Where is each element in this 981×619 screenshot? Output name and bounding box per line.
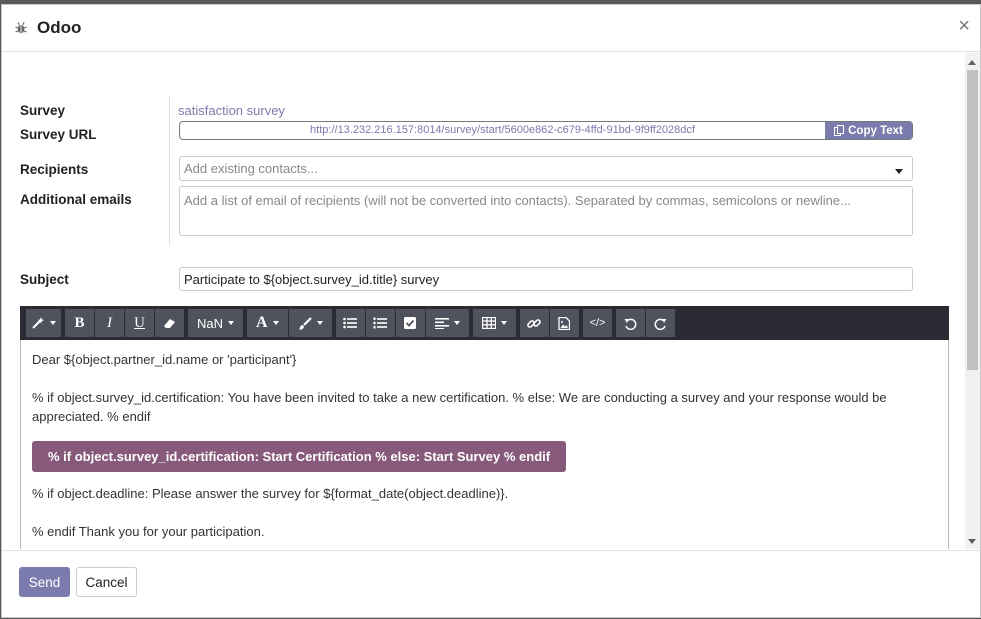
dialog-footer xyxy=(2,550,980,618)
copy-text-label: Copy Text xyxy=(848,124,903,137)
caret-icon xyxy=(228,321,234,325)
clear-format-button[interactable] xyxy=(155,309,184,337)
start-survey-button[interactable]: % if object.survey_id.certification: Start Certification % else: Start Survey % endif xyxy=(32,441,566,472)
survey-url-field[interactable] xyxy=(179,121,913,140)
image-button[interactable] xyxy=(550,309,579,337)
style-dropdown-button[interactable] xyxy=(26,309,61,337)
survey-url-value: http://13.232.216.157:8014/survey/start/5600e862-c679-4ffd-91bd-9f9ff2028dcf xyxy=(310,124,695,136)
numbered-list-icon xyxy=(373,317,387,329)
underline-icon: U xyxy=(134,314,145,331)
copy-icon xyxy=(834,125,844,136)
highlight-color-dropdown[interactable] xyxy=(289,309,332,337)
caret-icon xyxy=(454,321,460,325)
redo-button[interactable] xyxy=(646,309,675,337)
body-paragraph: % if object.survey_id.certification: You have been invited to take a new certification. % else: We are conducting a survey and your response would be appreciated. % endif xyxy=(32,390,887,424)
chevron-down-icon[interactable] xyxy=(895,169,903,174)
editor-toolbar xyxy=(20,306,949,340)
font-size-dropdown[interactable] xyxy=(188,309,243,337)
recipients-placeholder: Add existing contacts... xyxy=(184,161,318,176)
dialog-title: Odoo xyxy=(37,18,82,37)
additional-emails-label: Additional emails xyxy=(20,192,132,207)
table-dropdown[interactable] xyxy=(473,309,516,337)
checkbox-icon xyxy=(404,317,416,329)
bullet-list-button[interactable] xyxy=(336,309,365,337)
scrollbar-thumb[interactable] xyxy=(967,70,978,370)
caret-icon xyxy=(501,321,507,325)
send-button[interactable]: Send xyxy=(19,567,70,597)
undo-icon xyxy=(624,317,637,330)
link-icon xyxy=(527,317,541,330)
bold-button[interactable] xyxy=(65,309,94,337)
italic-button[interactable] xyxy=(95,309,124,337)
magic-wand-icon xyxy=(31,317,45,329)
font-size-value: NaN xyxy=(197,315,224,331)
image-icon xyxy=(558,317,570,330)
scroll-down-icon[interactable] xyxy=(968,539,976,544)
subject-input[interactable] xyxy=(179,267,913,291)
email-body-editor[interactable] xyxy=(20,340,949,549)
bullet-list-icon xyxy=(343,317,357,329)
bug-icon[interactable] xyxy=(14,21,28,35)
survey-label: Survey xyxy=(20,103,66,118)
subject-value: Participate to ${object.survey_id.title} survey xyxy=(184,272,440,287)
link-button[interactable] xyxy=(520,309,549,337)
survey-link[interactable]: satisfaction survey xyxy=(178,103,285,118)
align-left-icon xyxy=(435,317,449,329)
underline-button[interactable] xyxy=(125,309,154,337)
font-color-icon: A xyxy=(256,314,268,331)
caret-icon xyxy=(50,321,56,325)
eraser-icon xyxy=(163,317,177,329)
checklist-button[interactable] xyxy=(396,309,425,337)
survey-invite-dialog xyxy=(1,4,981,618)
scroll-up-icon[interactable] xyxy=(968,60,976,65)
bold-icon: B xyxy=(74,314,85,331)
label-separator xyxy=(169,95,170,245)
font-color-dropdown[interactable] xyxy=(247,309,288,337)
additional-emails-input[interactable] xyxy=(179,186,913,236)
dialog-body xyxy=(2,53,964,549)
caret-icon xyxy=(273,321,279,325)
survey-url-label: Survey URL xyxy=(20,127,97,142)
close-icon[interactable]: × xyxy=(958,15,970,37)
dialog-scrollbar[interactable] xyxy=(965,53,980,549)
italic-icon: I xyxy=(107,314,112,331)
body-deadline: % if object.deadline: Please answer the survey for ${format_date(object.deadline)}. xyxy=(32,486,509,501)
body-closing: % endif Thank you for your participation. xyxy=(32,524,265,539)
caret-icon xyxy=(317,321,323,325)
code-icon: </> xyxy=(589,317,606,329)
cancel-button[interactable]: Cancel xyxy=(76,567,137,597)
dialog-header xyxy=(2,5,980,52)
paintbrush-icon xyxy=(298,317,312,330)
copy-text-button[interactable] xyxy=(825,122,912,139)
table-icon xyxy=(482,317,496,329)
code-view-button[interactable] xyxy=(583,309,613,337)
subject-label: Subject xyxy=(20,272,69,287)
align-dropdown[interactable] xyxy=(426,309,469,337)
numbered-list-button[interactable] xyxy=(366,309,395,337)
undo-button[interactable] xyxy=(616,309,645,337)
recipients-label: Recipients xyxy=(20,162,89,177)
body-greeting: Dear ${object.partner_id.name or 'participant'} xyxy=(32,352,297,367)
additional-emails-placeholder: Add a list of email of recipients (will not be converted into contacts). Separated by commas, semicolons or newline... xyxy=(184,193,851,208)
recipients-input[interactable] xyxy=(179,156,913,181)
redo-icon xyxy=(654,317,667,330)
